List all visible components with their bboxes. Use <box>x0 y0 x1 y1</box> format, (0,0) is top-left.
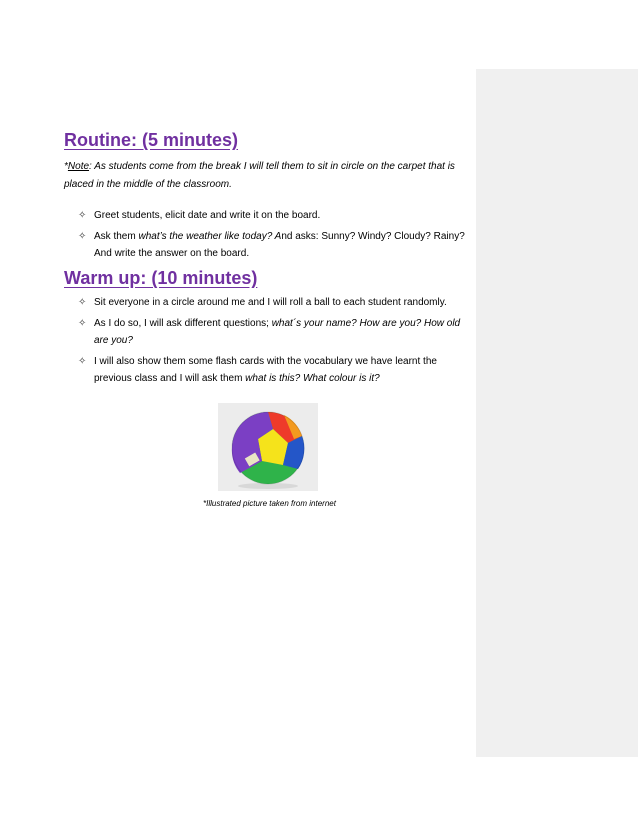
list-item <box>64 353 474 387</box>
list-item-text: Greet students, elicit date and write it on the board. <box>94 210 321 221</box>
list-item-text: Sit everyone in a circle around me and I will roll a ball to each student randomly. <box>94 297 447 308</box>
list-item-text: As I do so, I will ask different questions; <box>94 318 272 329</box>
bullet-icon: ✧ <box>78 318 87 329</box>
bullet-icon: ✧ <box>78 297 87 308</box>
list-item <box>64 315 474 349</box>
list-item-italic: what´s your name? How are you? How old are you? <box>94 318 461 346</box>
ball-image <box>218 403 318 491</box>
routine-list <box>64 207 474 266</box>
warmup-list <box>64 294 474 391</box>
list-item-text: I will also show them some flash cards with the vocabulary we have learnt the previous class and I will ask them <box>94 356 437 384</box>
bullet-icon: ✧ <box>78 210 87 221</box>
note-text: : As students come from the break I will tell them to sit in circle on the carpet that is placed in the middle of the classroom. <box>64 161 455 190</box>
list-item-italic: what’s the weather like today? A <box>138 231 282 242</box>
ball-illustration <box>218 403 318 491</box>
figure-caption: *Illustrated picture taken from internet <box>203 499 336 508</box>
routine-note <box>64 158 474 194</box>
bullet-icon: ✧ <box>78 356 87 367</box>
list-item <box>64 207 474 224</box>
list-item-text: Ask them <box>94 231 139 242</box>
list-item <box>64 294 474 311</box>
note-prefix: * <box>64 161 68 172</box>
bullet-icon: ✧ <box>78 231 87 242</box>
note-label: Note <box>67 161 90 172</box>
list-item-italic: what is this? What colour is it? <box>245 373 380 384</box>
comment-pane <box>476 69 638 757</box>
list-item-text: nd asks: Sunny? Windy? Cloudy? Rainy? And write the answer on the board. <box>94 231 465 259</box>
list-item <box>64 228 474 262</box>
routine-heading: Routine: (5 minutes) <box>64 130 238 150</box>
warmup-heading: Warm up: (10 minutes) <box>64 268 258 288</box>
